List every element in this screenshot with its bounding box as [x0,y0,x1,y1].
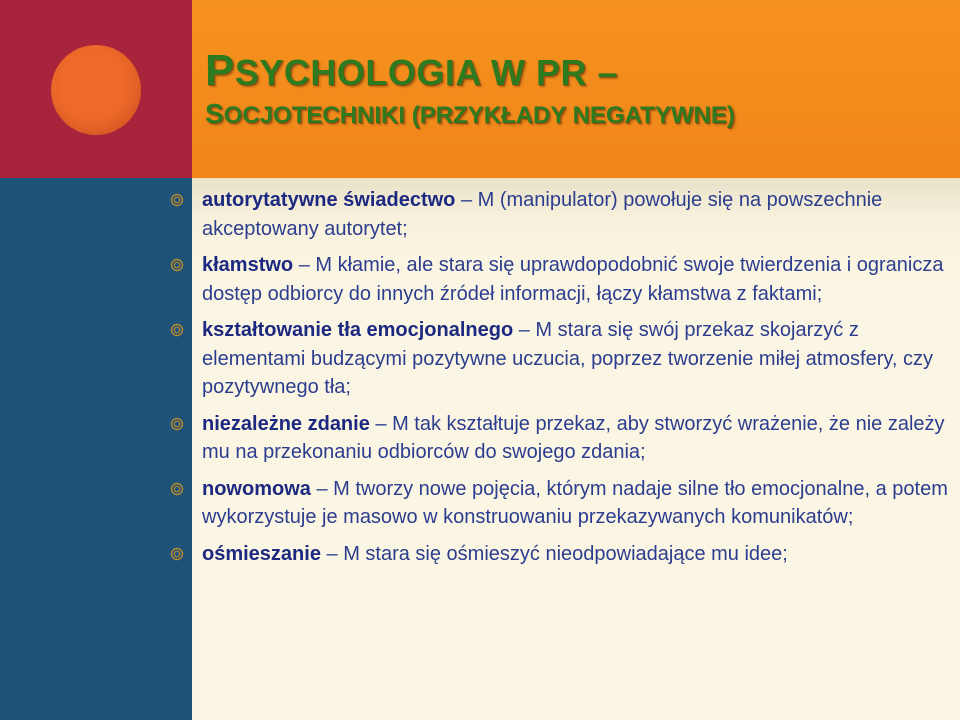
bullet-text: – M kłamie, ale stara się uprawdopodobnić swoje twierdzenia i ogranicza dostęp odbiorcy do innych źródeł informacji, łączy kłamstwa z faktami; [202,254,944,305]
left-accent-bottom [0,178,192,720]
list-item [170,410,950,467]
list-item [170,251,950,308]
list-item [170,316,950,402]
title-line-2: SOCJOTECHNIKI (PRZYKŁADY NEGATYWNE) [205,98,735,129]
bullet-text: – M stara się swój przekaz skojarzyć z elementami budzącymi pozytywne uczucia, poprzez tworzenie miłej atmosfery, czy pozytywnego tła; [202,319,934,398]
bullet-list [170,186,950,576]
bullet-text: – M tworzy nowe pojęcia, którym nadaje silne tło emocjonalne, a potem wykorzystuje je masowo w konstruowaniu przekazywanych komunikatów; [202,477,948,528]
slide-title [205,48,945,134]
decorative-circle [51,45,141,135]
bullet-term: kształtowanie tła emocjonalnego [202,319,514,341]
ring-bullet-icon [170,417,184,431]
bullet-text: – M tak kształtuje przekaz, aby stworzyć wrażenie, że nie zależy mu na przekonaniu odbiorców do swojego zdania; [202,412,945,463]
bullet-term: kłamstwo [202,254,294,276]
list-item [170,186,950,243]
list-item [170,475,950,532]
bullet-term: niezależne zdanie [202,412,370,435]
ring-bullet-icon [170,258,184,272]
list-item [170,540,950,569]
bullet-term: nowomowa [202,477,311,500]
title-line-1: PSYCHOLOGIA W PR – [205,46,619,95]
ring-bullet-icon [170,323,184,337]
ring-bullet-icon [170,482,184,496]
bullet-text: – M (manipulator) powołuje się na powszechnie akceptowany autorytet; [202,189,883,240]
bullet-term: autorytatywne świadectwo [202,189,456,211]
bullet-term: ośmieszanie [202,542,321,565]
bullet-text: – M stara się ośmieszyć nieodpowiadające mu idee; [320,542,788,565]
ring-bullet-icon [170,547,184,561]
ring-bullet-icon [170,193,184,207]
